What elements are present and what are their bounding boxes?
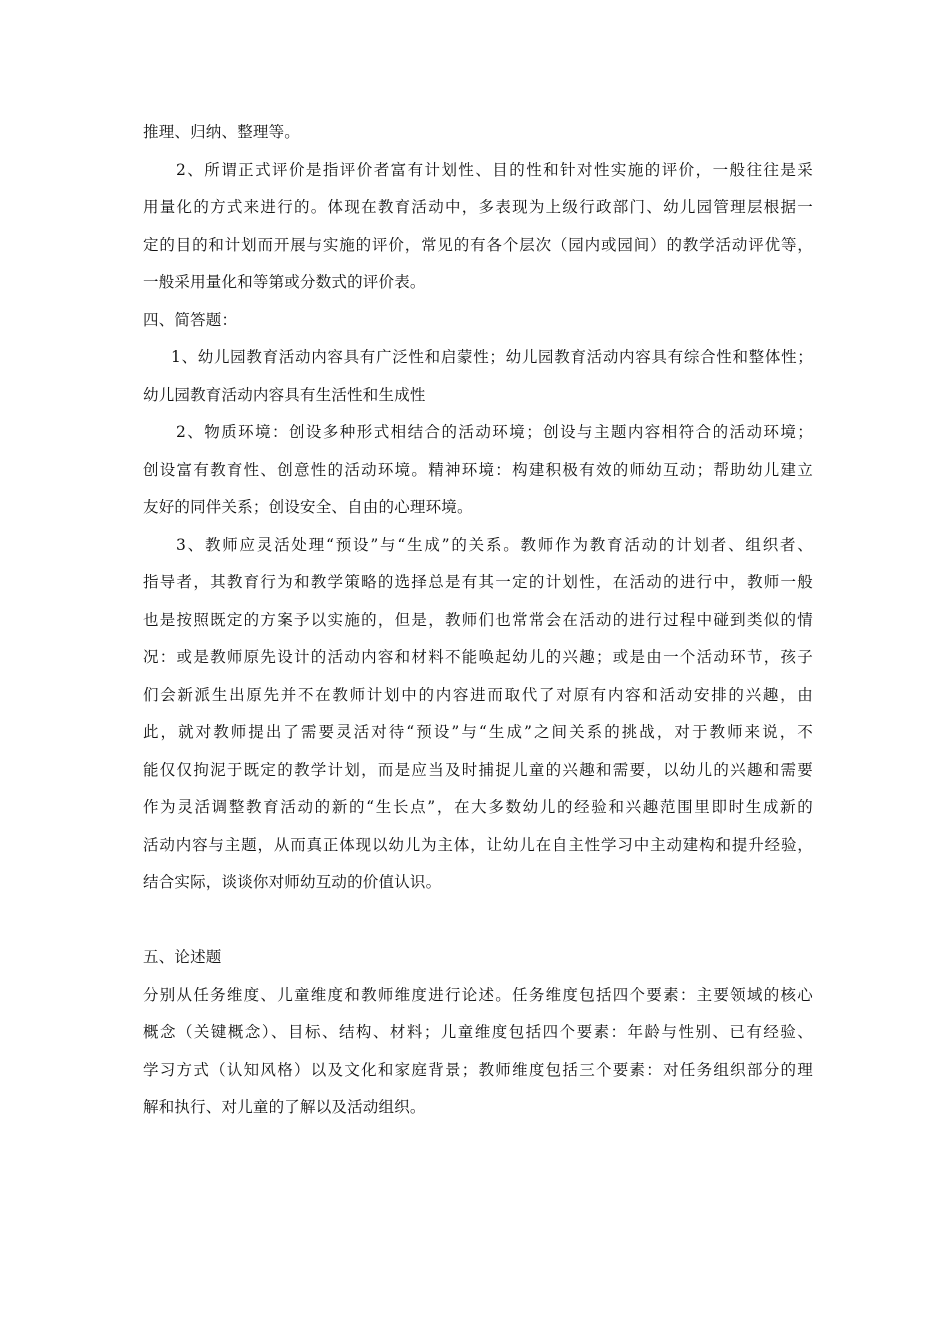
text-line: 1、幼儿园教育活动内容具有广泛性和启蒙性；幼儿园教育活动内容具有综合性和整体性； [171,348,813,366]
text-line: 也是按照既定的方案予以实施的，但是，教师们也常常会在活动的进行过程中碰到类似的情 [143,611,813,629]
text-line: 2、物质环境：创设多种形式相结合的活动环境；创设与主题内容相符合的活动环境； [176,423,813,441]
text-line: 创设富有教育性、创意性的活动环境。精神环境：构建积极有效的师幼互动；帮助幼儿建立 [143,461,813,479]
text-line: 分别从任务维度、儿童维度和教师维度进行论述。任务维度包括四个要素：主要领域的核心 [143,986,813,1004]
text-line: 们会新派生出原先并不在教师计划中的内容进而取代了对原有内容和活动安排的兴趣，由 [143,686,813,704]
text-line: 用量化的方式来进行的。体现在教育活动中，多表现为上级行政部门、幼儿园管理层根据一 [143,198,813,216]
text-line: 作为灵活调整教育活动的新的“生长点”，在大多数幼儿的经验和兴趣范围里即时生成新的 [143,798,813,816]
text-line: 此，就对教师提出了需要灵活对待“预设”与“生成”之间关系的挑战，对于教师来说，不 [143,723,813,741]
text-line: 推理、归纳、整理等。 [143,123,301,141]
text-line: 友好的同伴关系；创设安全、自由的心理环境。 [143,498,473,516]
text-line: 概念（关键概念）、目标、结构、材料；儿童维度包括四个要素：年龄与性别、已有经验、 [143,1023,813,1041]
text-line: 定的目的和计划而开展与实施的评价，常见的有各个层次（园内或园间）的教学活动评优等， [143,236,813,254]
text-line: 3、教师应灵活处理“预设”与“生成”的关系。教师作为教育活动的计划者、组织者、 [176,536,813,554]
text-line: 能仅仅拘泥于既定的教学计划，而是应当及时捕捉儿童的兴趣和需要，以幼儿的兴趣和需要 [143,761,813,779]
text-line: 指导者，其教育行为和教学策略的选择总是有其一定的计划性，在活动的进行中，教师一般 [143,573,813,591]
text-line: 2、所谓正式评价是指评价者富有计划性、目的性和针对性实施的评价，一般往往是采 [176,161,813,179]
section-heading: 四、简答题： [143,311,238,329]
text-line: 结合实际，谈谈你对师幼互动的价值认识。 [143,873,442,891]
text-line: 一般采用量化和等第或分数式的评价表。 [143,273,426,291]
section-heading: 五、论述题 [143,948,222,966]
text-line: 解和执行、对儿童的了解以及活动组织。 [143,1098,426,1116]
text-line: 况：或是教师原先设计的活动内容和材料不能唤起幼儿的兴趣；或是由一个活动环节，孩子 [143,648,813,666]
text-line: 幼儿园教育活动内容具有生活性和生成性 [143,386,426,404]
text-line: 学习方式（认知风格）以及文化和家庭背景；教师维度包括三个要素：对任务组织部分的理 [143,1061,813,1079]
text-line: 活动内容与主题，从而真正体现以幼儿为主体，让幼儿在自主性学习中主动建构和提升经验， [143,836,813,854]
